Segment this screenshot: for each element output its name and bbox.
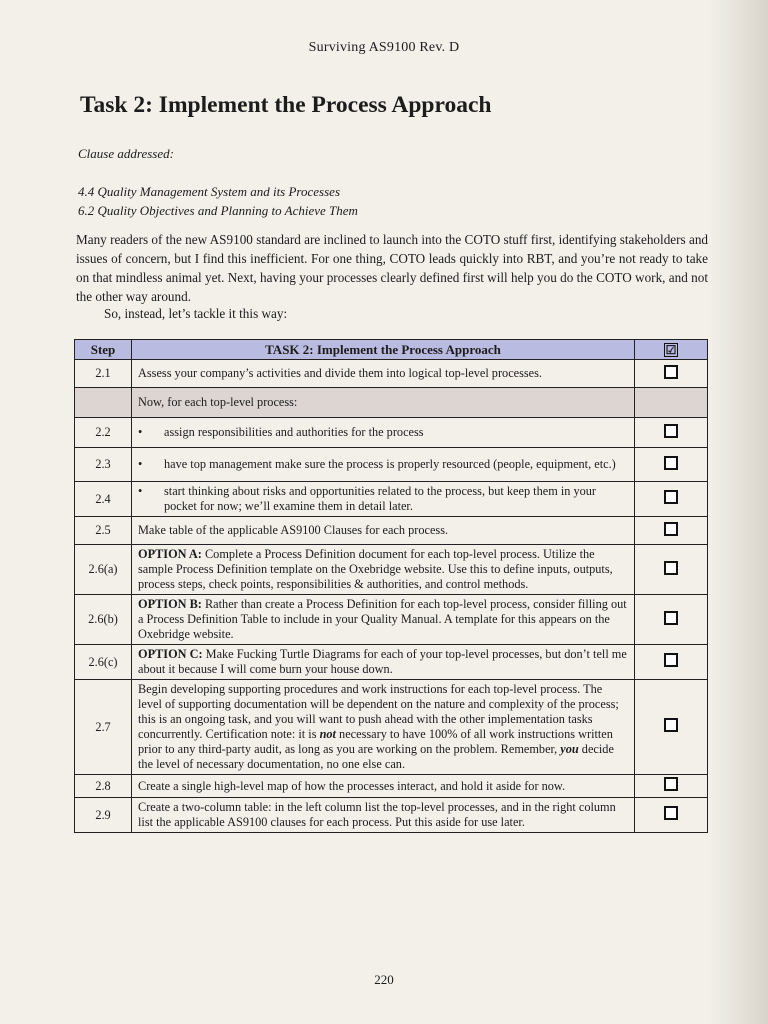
task-text-part: Begin developing supporting procedures and work instructions for each top-level process. The level of supporting documentation will be dependent on the nature and complexity of the process; this is an ongoing task, and you will want to push ahead with the other implementation tasks concurrently. Certification note: it is: [138, 682, 619, 741]
task-text: Create a two-column table: in the left column list the top-level processes, and in the right column list the applicable AS9100 clauses for each process. Put this aside for use later.: [132, 798, 635, 833]
task-checkbox[interactable]: [635, 798, 708, 833]
header-check: [635, 340, 708, 360]
option-label: OPTION B:: [138, 597, 202, 611]
bullet-text: assign responsibilities and authorities for the process: [164, 425, 424, 439]
header-step: Step: [75, 340, 132, 360]
task-text: Make table of the applicable AS9100 Clauses for each process.: [132, 517, 635, 545]
header-task: TASK 2: Implement the Process Approach: [132, 340, 635, 360]
page-title: Task 2: Implement the Process Approach: [80, 92, 492, 118]
task-checkbox[interactable]: [635, 448, 708, 482]
step-number: 2.5: [75, 517, 132, 545]
table-row: [75, 775, 708, 798]
shaded-cell: [635, 388, 708, 418]
table-row: [75, 448, 708, 482]
checkbox-icon: [664, 490, 678, 504]
task-text: Now, for each top-level process:: [132, 388, 635, 418]
step-number: 2.6(c): [75, 645, 132, 680]
checkbox-icon: [664, 365, 678, 379]
emphasis-not: not: [319, 727, 336, 741]
task-text-part: decide the level of necessary documentation, no one else can.: [138, 742, 614, 771]
step-number: 2.1: [75, 360, 132, 388]
step-number: 2.8: [75, 775, 132, 798]
emphasis-you: you: [560, 742, 579, 756]
bullet-text: have top management make sure the process is properly resourced (people, equipment, etc.): [164, 457, 616, 471]
option-text: Rather than create a Process Definition for each top-level process, consider filling out a Process Definition Table to include in your Quality Manual. A template for this appears on the Oxebridge website.: [138, 597, 627, 641]
table-row: [75, 418, 708, 448]
task-checkbox[interactable]: [635, 775, 708, 798]
task-text: Assess your company’s activities and divide them into logical top-level processes.: [132, 360, 635, 388]
checkbox-icon: [664, 561, 678, 575]
task-text: [132, 680, 635, 775]
table-row: [75, 360, 708, 388]
clause-item: 6.2 Quality Objectives and Planning to Achieve Them: [78, 203, 358, 218]
table-row: [75, 517, 708, 545]
task-text: [132, 482, 635, 517]
table-header-row: [75, 340, 708, 360]
task-checkbox[interactable]: [635, 418, 708, 448]
table-row: [75, 388, 708, 418]
checkbox-icon: [664, 424, 678, 438]
step-number: 2.9: [75, 798, 132, 833]
task-text: [132, 418, 635, 448]
intro-paragraph: Many readers of the new AS9100 standard are inclined to launch into the COTO stuff first, identifying stakeholders and issues of concern, but I find this inefficient. For one thing, COTO leads quickly into RBT, and you’re not ready to take on that mindless animal yet. Next, having your processes clearly defined first will help you do the COTO work, and not the other way around.: [76, 232, 709, 304]
step-number: [75, 388, 132, 418]
table-row: [75, 595, 708, 645]
checkbox-icon: [664, 806, 678, 820]
option-text: Make Fucking Turtle Diagrams for each of your top-level processes, but don’t tell me about it because I will come burn your house down.: [138, 647, 627, 676]
table-row: [75, 545, 708, 595]
checkbox-icon: [664, 718, 678, 732]
option-text: Complete a Process Definition document for each top-level process. Utilize the sample Process Definition template on the Oxebridge website. Use this to define inputs, outputs, process steps, check points, responsibilities & authorities, and control methods.: [138, 547, 613, 591]
task-checkbox[interactable]: [635, 360, 708, 388]
table-row: [75, 645, 708, 680]
table-row: [75, 482, 708, 517]
step-number: 2.2: [75, 418, 132, 448]
page-edge-shadow: [708, 0, 768, 1024]
table-row: [75, 680, 708, 775]
task-text-part: necessary to have 100% of all work instructions written prior to any third-party audit, as long as you are working on the problem. Remember,: [138, 727, 613, 756]
checked-checkbox-icon: ☑: [665, 343, 677, 357]
table-row: [75, 798, 708, 833]
step-number: 2.6(b): [75, 595, 132, 645]
step-number: 2.4: [75, 482, 132, 517]
checkbox-icon: [664, 777, 678, 791]
task-text: Create a single high-level map of how the processes interact, and hold it aside for now.: [132, 775, 635, 798]
clause-list: [78, 182, 358, 220]
checkbox-icon: [664, 456, 678, 470]
task-checkbox[interactable]: [635, 680, 708, 775]
checkbox-icon: [664, 522, 678, 536]
task-text: [132, 545, 635, 595]
step-number: 2.3: [75, 448, 132, 482]
task-checkbox[interactable]: [635, 645, 708, 680]
task-table: [74, 339, 708, 833]
task-text: [132, 595, 635, 645]
step-number: 2.6(a): [75, 545, 132, 595]
checkbox-icon: [664, 653, 678, 667]
task-text: [132, 645, 635, 680]
task-checkbox[interactable]: [635, 482, 708, 517]
bullet-text: start thinking about risks and opportunities related to the process, but keep them in your pocket for now; we’ll examine them in detail later.: [164, 484, 597, 513]
running-header: Surviving AS9100 Rev. D: [308, 40, 460, 55]
clause-item: 4.4 Quality Management System and its Processes: [78, 184, 340, 199]
option-label: OPTION A:: [138, 547, 202, 561]
page-number: 220: [374, 972, 394, 987]
checkbox-icon: [664, 611, 678, 625]
step-number: 2.7: [75, 680, 132, 775]
task-checkbox[interactable]: [635, 595, 708, 645]
option-label: OPTION C:: [138, 647, 203, 661]
followup-sentence: So, instead, let’s tackle it this way:: [104, 306, 288, 321]
task-text: [132, 448, 635, 482]
clause-label: Clause addressed:: [78, 146, 174, 161]
task-checkbox[interactable]: [635, 545, 708, 595]
task-checkbox[interactable]: [635, 517, 708, 545]
